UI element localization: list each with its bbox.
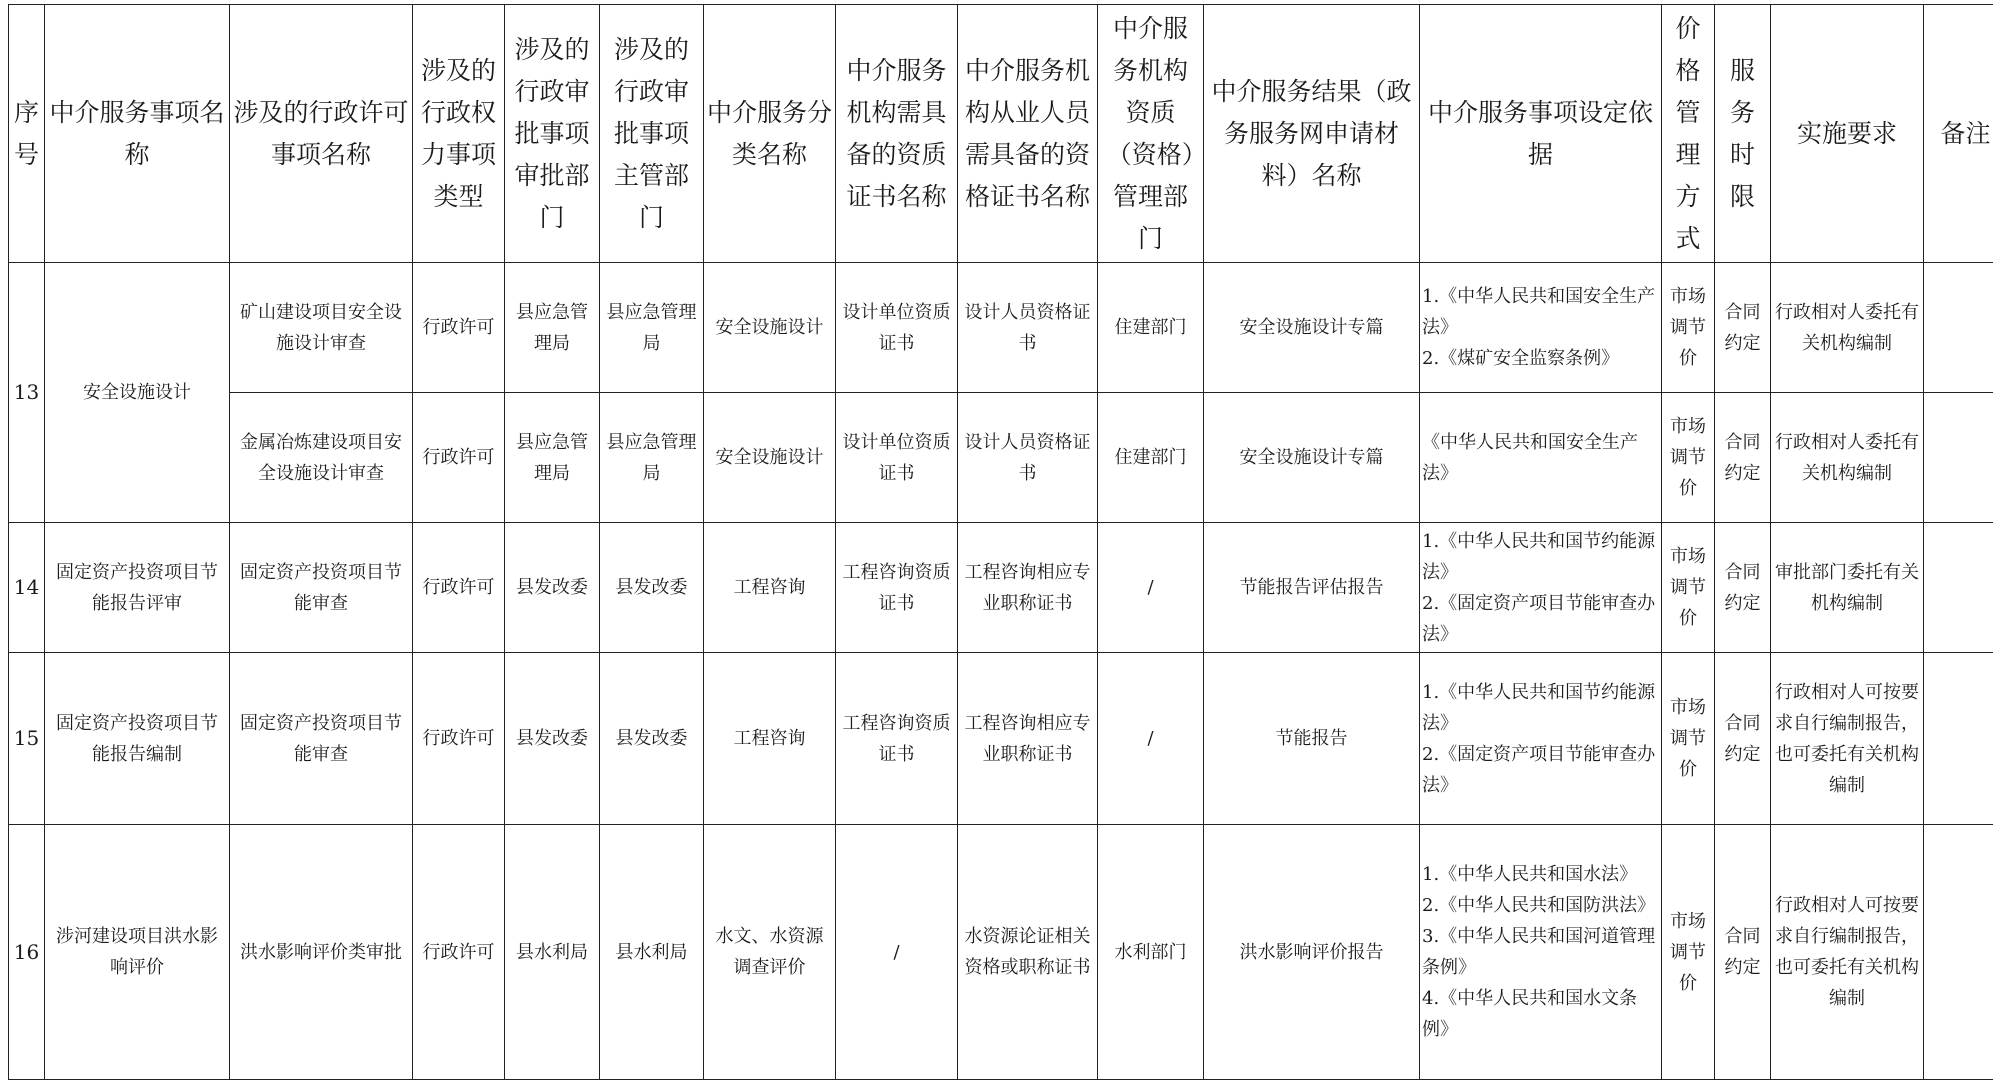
header-power-type: 涉及的行政权力事项类型 bbox=[413, 5, 505, 263]
permit-cell: 固定资产投资项目节能审查 bbox=[230, 523, 413, 653]
power-type-cell: 行政许可 bbox=[413, 393, 505, 523]
header-seq: 序号 bbox=[9, 5, 45, 263]
approval-dept-cell: 县发改委 bbox=[505, 653, 600, 825]
row-number: 15 bbox=[9, 653, 45, 825]
service-name-cell: 固定资产投资项目节能报告编制 bbox=[45, 653, 230, 825]
category-cell: 安全设施设计 bbox=[704, 263, 836, 393]
org-cert-cell: 设计单位资质证书 bbox=[836, 263, 958, 393]
table-row bbox=[9, 653, 1993, 825]
power-type-cell: 行政许可 bbox=[413, 523, 505, 653]
staff-cert-cell: 工程咨询相应专业职称证书 bbox=[958, 523, 1098, 653]
approval-dept-cell: 县水利局 bbox=[505, 825, 600, 1080]
category-cell: 水文、水资源调查评价 bbox=[704, 825, 836, 1080]
org-cert-cell: / bbox=[836, 825, 958, 1080]
time-limit-cell: 合同约定 bbox=[1715, 263, 1771, 393]
approval-dept-cell: 县应急管理局 bbox=[505, 263, 600, 393]
staff-cert-cell: 设计人员资格证书 bbox=[958, 263, 1098, 393]
price-cell: 市场调节价 bbox=[1662, 263, 1715, 393]
header-requirement: 实施要求 bbox=[1771, 5, 1924, 263]
intermediary-services-table bbox=[8, 4, 1993, 1080]
table-row bbox=[9, 393, 1993, 523]
org-cert-cell: 工程咨询资质证书 bbox=[836, 653, 958, 825]
requirement-cell: 行政相对人委托有关机构编制 bbox=[1771, 263, 1924, 393]
approval-dept-cell: 县应急管理局 bbox=[505, 393, 600, 523]
header-row bbox=[9, 5, 1993, 263]
requirement-cell: 行政相对人委托有关机构编制 bbox=[1771, 393, 1924, 523]
time-limit-cell: 合同约定 bbox=[1715, 393, 1771, 523]
permit-cell: 金属冶炼建设项目安全设施设计审查 bbox=[230, 393, 413, 523]
header-basis: 中介服务事项设定依据 bbox=[1420, 5, 1662, 263]
table-row bbox=[9, 825, 1993, 1080]
basis-cell: 1.《中华人民共和国水法》 2.《中华人民共和国防洪法》 3.《中华人民共和国河道管理条例》 4.《中华人民共和国水文条例》 bbox=[1420, 825, 1662, 1080]
staff-cert-cell: 水资源论证相关资格或职称证书 bbox=[958, 825, 1098, 1080]
service-name-cell: 安全设施设计 bbox=[45, 263, 230, 523]
competent-dept-cell: 县发改委 bbox=[600, 653, 704, 825]
header-competent-dept: 涉及的行政审批事项主管部门 bbox=[600, 5, 704, 263]
time-limit-cell: 合同约定 bbox=[1715, 523, 1771, 653]
result-cell: 节能报告 bbox=[1204, 653, 1420, 825]
category-cell: 工程咨询 bbox=[704, 653, 836, 825]
header-staff-cert: 中介服务机构从业人员需具备的资格证书名称 bbox=[958, 5, 1098, 263]
permit-cell: 洪水影响评价类审批 bbox=[230, 825, 413, 1080]
basis-cell: 《中华人民共和国安全生产法》 bbox=[1420, 393, 1662, 523]
basis-cell: 1.《中华人民共和国节约能源法》 2.《固定资产项目节能审查办法》 bbox=[1420, 523, 1662, 653]
result-cell: 洪水影响评价报告 bbox=[1204, 825, 1420, 1080]
requirement-cell: 行政相对人可按要求自行编制报告，也可委托有关机构编制 bbox=[1771, 653, 1924, 825]
qual-dept-cell: 水利部门 bbox=[1098, 825, 1204, 1080]
time-limit-cell: 合同约定 bbox=[1715, 825, 1771, 1080]
competent-dept-cell: 县发改委 bbox=[600, 523, 704, 653]
basis-cell: 1.《中华人民共和国安全生产法》 2.《煤矿安全监察条例》 bbox=[1420, 263, 1662, 393]
competent-dept-cell: 县应急管理局 bbox=[600, 393, 704, 523]
price-cell: 市场调节价 bbox=[1662, 825, 1715, 1080]
requirement-cell: 审批部门委托有关机构编制 bbox=[1771, 523, 1924, 653]
header-price: 价格管理方式 bbox=[1662, 5, 1715, 263]
header-qual-dept: 中介服务机构资质（资格）管理部门 bbox=[1098, 5, 1204, 263]
competent-dept-cell: 县水利局 bbox=[600, 825, 704, 1080]
row-number: 16 bbox=[9, 825, 45, 1080]
org-cert-cell: 工程咨询资质证书 bbox=[836, 523, 958, 653]
remark-cell bbox=[1924, 263, 1993, 393]
result-cell: 安全设施设计专篇 bbox=[1204, 393, 1420, 523]
row-number: 14 bbox=[9, 523, 45, 653]
category-cell: 安全设施设计 bbox=[704, 393, 836, 523]
qual-dept-cell: / bbox=[1098, 523, 1204, 653]
org-cert-cell: 设计单位资质证书 bbox=[836, 393, 958, 523]
qual-dept-cell: 住建部门 bbox=[1098, 393, 1204, 523]
header-result: 中介服务结果（政务服务网申请材料）名称 bbox=[1204, 5, 1420, 263]
price-cell: 市场调节价 bbox=[1662, 653, 1715, 825]
service-name-cell: 固定资产投资项目节能报告评审 bbox=[45, 523, 230, 653]
header-org-cert: 中介服务机构需具备的资质证书名称 bbox=[836, 5, 958, 263]
row-number: 13 bbox=[9, 263, 45, 523]
table-row bbox=[9, 523, 1993, 653]
result-cell: 安全设施设计专篇 bbox=[1204, 263, 1420, 393]
table-row bbox=[9, 263, 1993, 393]
time-limit-cell: 合同约定 bbox=[1715, 653, 1771, 825]
service-name-cell: 涉河建设项目洪水影响评价 bbox=[45, 825, 230, 1080]
staff-cert-cell: 设计人员资格证书 bbox=[958, 393, 1098, 523]
permit-cell: 固定资产投资项目节能审查 bbox=[230, 653, 413, 825]
header-service-name: 中介服务事项名称 bbox=[45, 5, 230, 263]
remark-cell bbox=[1924, 523, 1993, 653]
remark-cell bbox=[1924, 825, 1993, 1080]
permit-cell: 矿山建设项目安全设施设计审查 bbox=[230, 263, 413, 393]
staff-cert-cell: 工程咨询相应专业职称证书 bbox=[958, 653, 1098, 825]
header-time-limit: 服务时限 bbox=[1715, 5, 1771, 263]
qual-dept-cell: 住建部门 bbox=[1098, 263, 1204, 393]
requirement-cell: 行政相对人可按要求自行编制报告，也可委托有关机构编制 bbox=[1771, 825, 1924, 1080]
remark-cell bbox=[1924, 653, 1993, 825]
power-type-cell: 行政许可 bbox=[413, 825, 505, 1080]
header-permit-name: 涉及的行政许可事项名称 bbox=[230, 5, 413, 263]
header-category: 中介服务分类名称 bbox=[704, 5, 836, 263]
competent-dept-cell: 县应急管理局 bbox=[600, 263, 704, 393]
price-cell: 市场调节价 bbox=[1662, 393, 1715, 523]
basis-cell: 1.《中华人民共和国节约能源法》 2.《固定资产项目节能审查办法》 bbox=[1420, 653, 1662, 825]
remark-cell bbox=[1924, 393, 1993, 523]
header-remark: 备注 bbox=[1924, 5, 1993, 263]
result-cell: 节能报告评估报告 bbox=[1204, 523, 1420, 653]
power-type-cell: 行政许可 bbox=[413, 263, 505, 393]
price-cell: 市场调节价 bbox=[1662, 523, 1715, 653]
category-cell: 工程咨询 bbox=[704, 523, 836, 653]
header-approval-dept: 涉及的行政审批事项审批部门 bbox=[505, 5, 600, 263]
qual-dept-cell: / bbox=[1098, 653, 1204, 825]
power-type-cell: 行政许可 bbox=[413, 653, 505, 825]
approval-dept-cell: 县发改委 bbox=[505, 523, 600, 653]
